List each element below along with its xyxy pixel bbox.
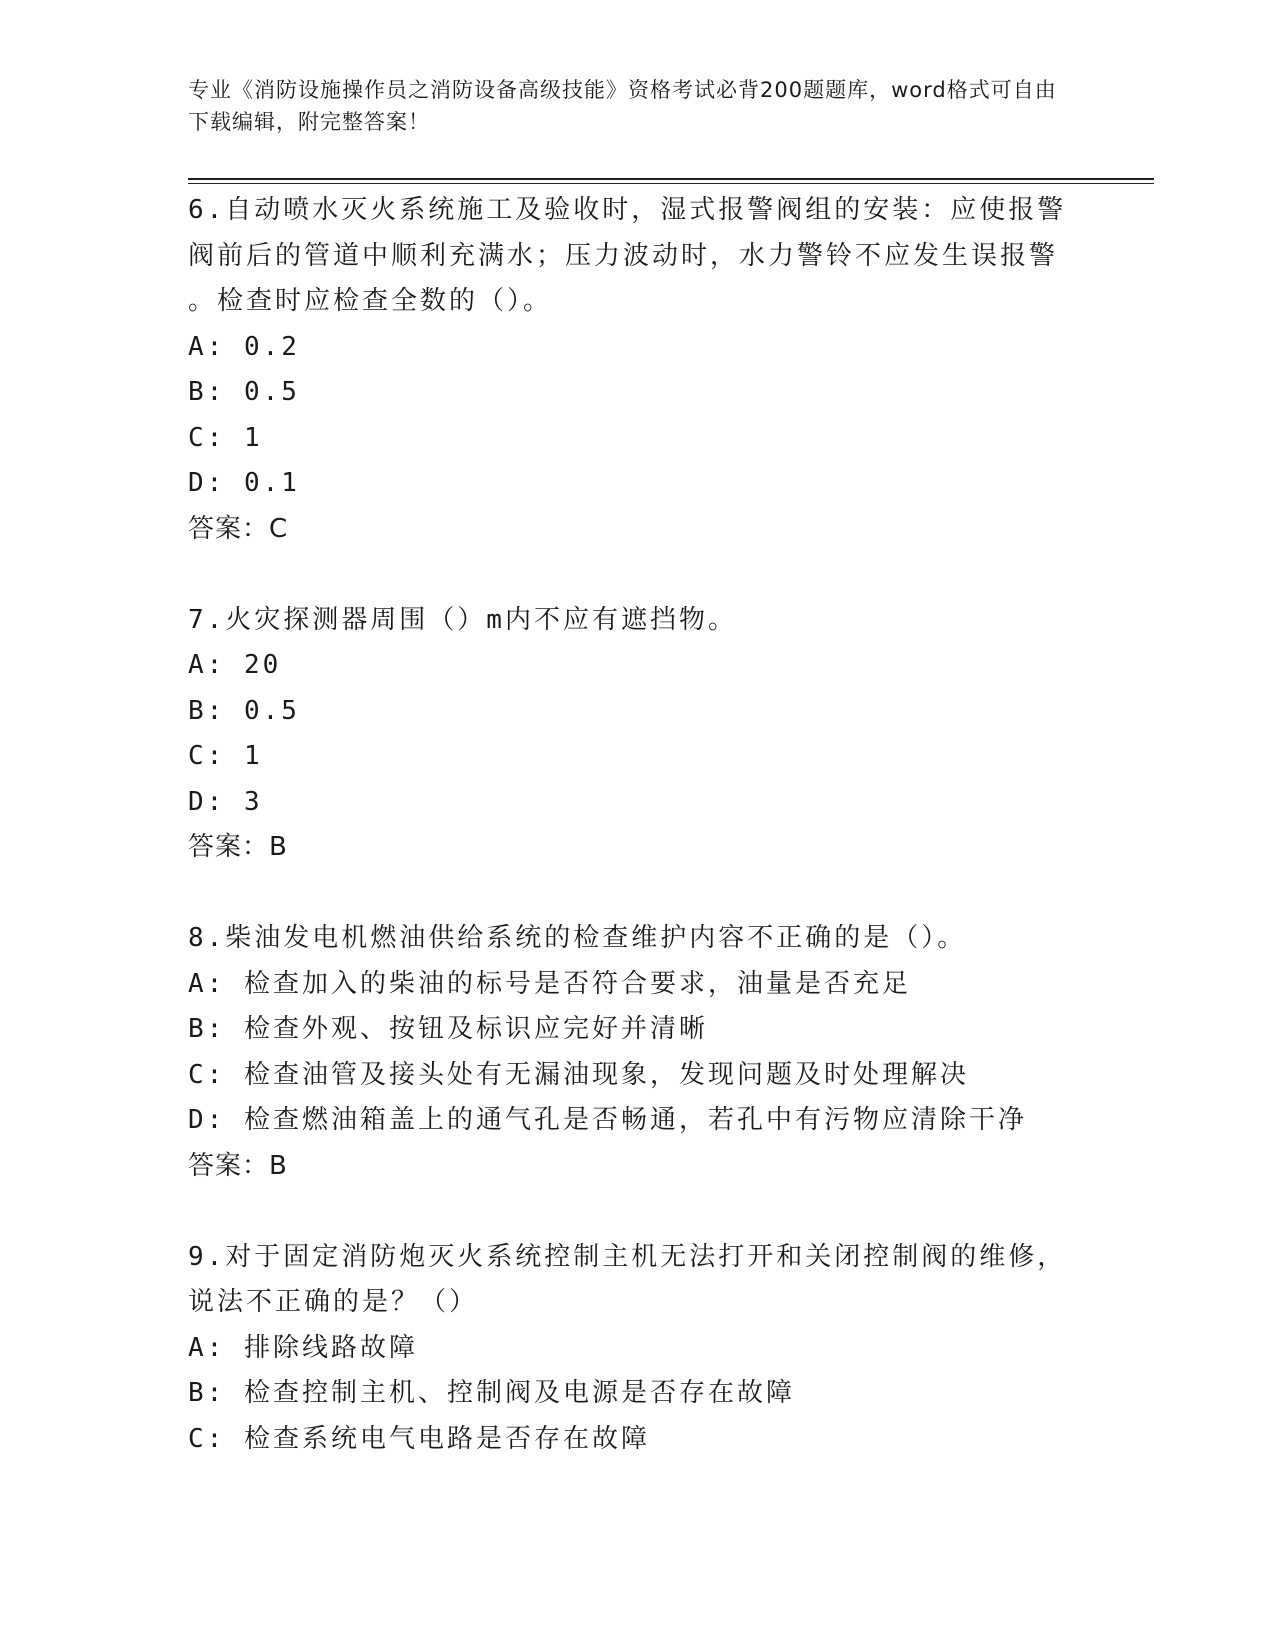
question-spacer xyxy=(188,552,1088,598)
question-stem-line: 6.自动喷水灭火系统施工及验收时，湿式报警阀组的安装：应使报警 xyxy=(188,195,1067,225)
question-list xyxy=(188,188,1088,1462)
option-b: B: 0.5 xyxy=(188,695,300,726)
option-a: A: 0.2 xyxy=(188,331,300,362)
question-8 xyxy=(188,916,1088,1235)
option-a: A: 排除线路故障 xyxy=(188,1332,418,1363)
option-d: D: 0.1 xyxy=(188,468,300,498)
question-6 xyxy=(188,188,1088,598)
document-header: 专业《消防设施操作员之消防设备高级技能》资格考试必背200题题库，word格式可自由下载编辑，附完整答案！ xyxy=(188,78,1057,134)
option-b: B: 检查控制主机、控制阀及电源是否存在故障 xyxy=(188,1378,795,1408)
question-stem-line: 8.柴油发电机燃油供给系统的检查维护内容不正确的是（）。 xyxy=(188,923,967,953)
option-d: D: 3 xyxy=(188,786,263,817)
question-stem-line: 阀前后的管道中顺利充满水；压力波动时，水力警铃不应发生误报警 xyxy=(188,240,1059,271)
option-c: C: 1 xyxy=(188,741,263,771)
answer: 答案：B xyxy=(188,1150,288,1181)
header-rule-thick xyxy=(188,178,1154,180)
question-spacer xyxy=(188,871,1088,917)
option-c: C: 检查系统电气电路是否存在故障 xyxy=(188,1423,650,1454)
answer: 答案：C xyxy=(188,513,289,544)
question-stem-line: 说法不正确的是？（） xyxy=(188,1287,479,1317)
header-rule-thin xyxy=(188,183,1154,184)
option-b: B: 0.5 xyxy=(188,377,300,407)
question-stem-line: 9.对于固定消防炮灭火系统控制主机无法打开和关闭控制阀的维修， xyxy=(188,1241,1067,1272)
option-b: B: 检查外观、按钮及标识应完好并清晰 xyxy=(188,1014,708,1044)
question-stem-line: 。检查时应检查全数的（）。 xyxy=(188,286,553,316)
question-9 xyxy=(188,1235,1088,1463)
option-a: A: 检查加入的柴油的标号是否符合要求，油量是否充足 xyxy=(188,968,911,999)
option-c: C: 1 xyxy=(188,422,263,453)
question-stem-line: 7.火灾探测器周围（）m内不应有遮挡物。 xyxy=(188,604,737,635)
question-7 xyxy=(188,598,1088,917)
option-a: A: 20 xyxy=(188,650,282,680)
option-c: C: 检查油管及接头处有无漏油现象，发现问题及时处理解决 xyxy=(188,1059,969,1090)
answer: 答案：B xyxy=(188,832,288,862)
question-spacer xyxy=(188,1189,1088,1235)
option-d: D: 检查燃油箱盖上的通气孔是否畅通，若孔中有污物应清除干净 xyxy=(188,1105,1027,1135)
